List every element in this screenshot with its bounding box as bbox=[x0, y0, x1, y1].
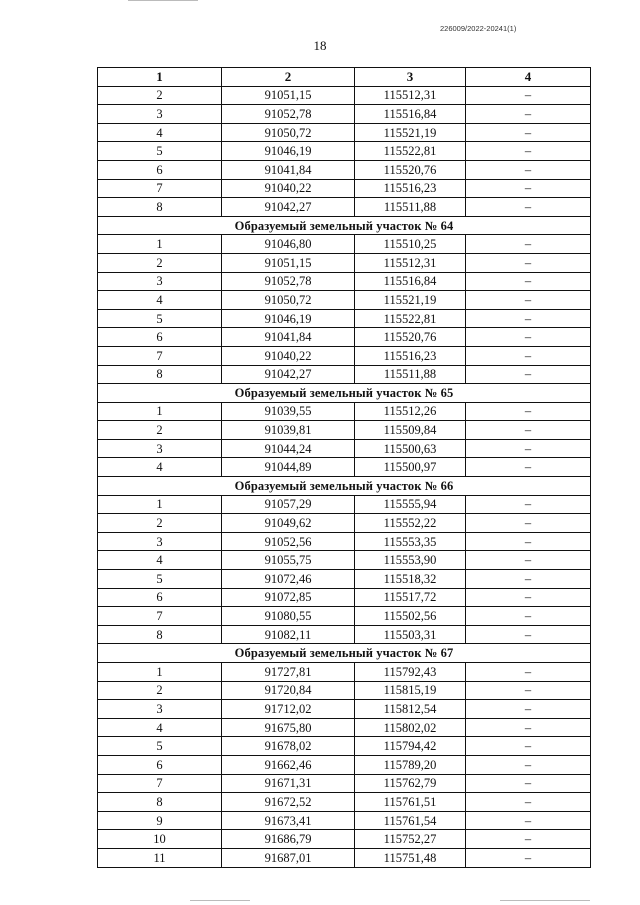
x-coordinate: 91052,78 bbox=[222, 105, 355, 124]
point-number: 2 bbox=[98, 253, 222, 272]
point-number: 7 bbox=[98, 607, 222, 626]
table-row bbox=[98, 346, 591, 365]
table-row bbox=[98, 793, 591, 812]
column-header: 4 bbox=[466, 68, 591, 87]
y-coordinate: 115511,88 bbox=[355, 365, 466, 384]
point-number: 7 bbox=[98, 774, 222, 793]
table-row bbox=[98, 588, 591, 607]
point-number: 7 bbox=[98, 346, 222, 365]
value-cell: – bbox=[466, 365, 591, 384]
table-body bbox=[98, 86, 591, 867]
y-coordinate: 115522,81 bbox=[355, 309, 466, 328]
x-coordinate: 91052,78 bbox=[222, 272, 355, 291]
x-coordinate: 91662,46 bbox=[222, 755, 355, 774]
section-header-row bbox=[98, 216, 591, 235]
table-row bbox=[98, 495, 591, 514]
y-coordinate: 115520,76 bbox=[355, 328, 466, 347]
section-header-row bbox=[98, 384, 591, 403]
y-coordinate: 115502,56 bbox=[355, 607, 466, 626]
value-cell: – bbox=[466, 272, 591, 291]
point-number: 1 bbox=[98, 402, 222, 421]
document-id: 226009/2022-20241(1) bbox=[440, 24, 517, 33]
table-row bbox=[98, 198, 591, 217]
value-cell: – bbox=[466, 495, 591, 514]
section-title: Образуемый земельный участок № 67 bbox=[98, 644, 591, 663]
value-cell: – bbox=[466, 105, 591, 124]
scan-edge-mark bbox=[128, 0, 198, 1]
table-row bbox=[98, 755, 591, 774]
point-number: 10 bbox=[98, 830, 222, 849]
x-coordinate: 91057,29 bbox=[222, 495, 355, 514]
point-number: 8 bbox=[98, 793, 222, 812]
y-coordinate: 115500,97 bbox=[355, 458, 466, 477]
y-coordinate: 115518,32 bbox=[355, 570, 466, 589]
table-row bbox=[98, 811, 591, 830]
value-cell: – bbox=[466, 570, 591, 589]
x-coordinate: 91046,19 bbox=[222, 142, 355, 161]
point-number: 1 bbox=[98, 495, 222, 514]
point-number: 1 bbox=[98, 663, 222, 682]
y-coordinate: 115761,54 bbox=[355, 811, 466, 830]
x-coordinate: 91051,15 bbox=[222, 86, 355, 105]
table-row bbox=[98, 607, 591, 626]
y-coordinate: 115510,25 bbox=[355, 235, 466, 254]
y-coordinate: 115555,94 bbox=[355, 495, 466, 514]
point-number: 3 bbox=[98, 439, 222, 458]
point-number: 2 bbox=[98, 421, 222, 440]
point-number: 4 bbox=[98, 458, 222, 477]
point-number: 3 bbox=[98, 700, 222, 719]
value-cell: – bbox=[466, 198, 591, 217]
table-row bbox=[98, 663, 591, 682]
value-cell: – bbox=[466, 402, 591, 421]
table-row bbox=[98, 309, 591, 328]
point-number: 6 bbox=[98, 160, 222, 179]
table-row bbox=[98, 830, 591, 849]
table-row bbox=[98, 253, 591, 272]
point-number: 3 bbox=[98, 272, 222, 291]
point-number: 2 bbox=[98, 681, 222, 700]
point-number: 8 bbox=[98, 198, 222, 217]
value-cell: – bbox=[466, 607, 591, 626]
point-number: 4 bbox=[98, 551, 222, 570]
value-cell: – bbox=[466, 663, 591, 682]
y-coordinate: 115794,42 bbox=[355, 737, 466, 756]
value-cell: – bbox=[466, 718, 591, 737]
x-coordinate: 91044,89 bbox=[222, 458, 355, 477]
value-cell: – bbox=[466, 681, 591, 700]
x-coordinate: 91072,46 bbox=[222, 570, 355, 589]
x-coordinate: 91046,80 bbox=[222, 235, 355, 254]
y-coordinate: 115789,20 bbox=[355, 755, 466, 774]
y-coordinate: 115521,19 bbox=[355, 123, 466, 142]
table-row bbox=[98, 551, 591, 570]
x-coordinate: 91712,02 bbox=[222, 700, 355, 719]
y-coordinate: 115516,84 bbox=[355, 272, 466, 291]
column-header: 1 bbox=[98, 68, 222, 87]
y-coordinate: 115752,27 bbox=[355, 830, 466, 849]
x-coordinate: 91686,79 bbox=[222, 830, 355, 849]
y-coordinate: 115511,88 bbox=[355, 198, 466, 217]
table-row bbox=[98, 105, 591, 124]
table-row bbox=[98, 160, 591, 179]
y-coordinate: 115520,76 bbox=[355, 160, 466, 179]
value-cell: – bbox=[466, 458, 591, 477]
y-coordinate: 115553,90 bbox=[355, 551, 466, 570]
x-coordinate: 91044,24 bbox=[222, 439, 355, 458]
x-coordinate: 91046,19 bbox=[222, 309, 355, 328]
y-coordinate: 115516,84 bbox=[355, 105, 466, 124]
value-cell: – bbox=[466, 346, 591, 365]
table-row bbox=[98, 774, 591, 793]
value-cell: – bbox=[466, 160, 591, 179]
point-number: 8 bbox=[98, 365, 222, 384]
value-cell: – bbox=[466, 830, 591, 849]
point-number: 2 bbox=[98, 86, 222, 105]
y-coordinate: 115751,48 bbox=[355, 848, 466, 867]
point-number: 6 bbox=[98, 328, 222, 347]
y-coordinate: 115762,79 bbox=[355, 774, 466, 793]
table-row bbox=[98, 532, 591, 551]
y-coordinate: 115521,19 bbox=[355, 291, 466, 310]
x-coordinate: 91040,22 bbox=[222, 179, 355, 198]
scan-edge-mark bbox=[500, 900, 590, 901]
point-number: 4 bbox=[98, 123, 222, 142]
point-number: 5 bbox=[98, 570, 222, 589]
value-cell: – bbox=[466, 253, 591, 272]
x-coordinate: 91672,52 bbox=[222, 793, 355, 812]
x-coordinate: 91051,15 bbox=[222, 253, 355, 272]
value-cell: – bbox=[466, 328, 591, 347]
table-row bbox=[98, 421, 591, 440]
table-row bbox=[98, 179, 591, 198]
table-row bbox=[98, 718, 591, 737]
table-row bbox=[98, 570, 591, 589]
x-coordinate: 91041,84 bbox=[222, 328, 355, 347]
table-row bbox=[98, 848, 591, 867]
table-row bbox=[98, 291, 591, 310]
column-header: 3 bbox=[355, 68, 466, 87]
value-cell: – bbox=[466, 811, 591, 830]
point-number: 5 bbox=[98, 737, 222, 756]
x-coordinate: 91727,81 bbox=[222, 663, 355, 682]
value-cell: – bbox=[466, 700, 591, 719]
section-title: Образуемый земельный участок № 65 bbox=[98, 384, 591, 403]
y-coordinate: 115500,63 bbox=[355, 439, 466, 458]
x-coordinate: 91050,72 bbox=[222, 291, 355, 310]
x-coordinate: 91720,84 bbox=[222, 681, 355, 700]
value-cell: – bbox=[466, 86, 591, 105]
column-header: 2 bbox=[222, 68, 355, 87]
x-coordinate: 91675,80 bbox=[222, 718, 355, 737]
value-cell: – bbox=[466, 532, 591, 551]
value-cell: – bbox=[466, 625, 591, 644]
y-coordinate: 115553,35 bbox=[355, 532, 466, 551]
table-row bbox=[98, 235, 591, 254]
value-cell: – bbox=[466, 235, 591, 254]
x-coordinate: 91041,84 bbox=[222, 160, 355, 179]
y-coordinate: 115815,19 bbox=[355, 681, 466, 700]
table-row bbox=[98, 123, 591, 142]
coordinates-table bbox=[97, 67, 591, 868]
section-header-row bbox=[98, 644, 591, 663]
value-cell: – bbox=[466, 421, 591, 440]
x-coordinate: 91687,01 bbox=[222, 848, 355, 867]
section-title: Образуемый земельный участок № 66 bbox=[98, 477, 591, 496]
point-number: 7 bbox=[98, 179, 222, 198]
value-cell: – bbox=[466, 793, 591, 812]
value-cell: – bbox=[466, 588, 591, 607]
value-cell: – bbox=[466, 737, 591, 756]
y-coordinate: 115512,26 bbox=[355, 402, 466, 421]
table-row bbox=[98, 142, 591, 161]
x-coordinate: 91049,62 bbox=[222, 514, 355, 533]
point-number: 3 bbox=[98, 105, 222, 124]
y-coordinate: 115512,31 bbox=[355, 253, 466, 272]
value-cell: – bbox=[466, 291, 591, 310]
x-coordinate: 91042,27 bbox=[222, 198, 355, 217]
point-number: 2 bbox=[98, 514, 222, 533]
y-coordinate: 115552,22 bbox=[355, 514, 466, 533]
y-coordinate: 115802,02 bbox=[355, 718, 466, 737]
page-number: 18 bbox=[313, 38, 327, 53]
value-cell: – bbox=[466, 309, 591, 328]
y-coordinate: 115516,23 bbox=[355, 346, 466, 365]
x-coordinate: 91039,81 bbox=[222, 421, 355, 440]
table-row bbox=[98, 737, 591, 756]
table-row bbox=[98, 328, 591, 347]
table-row bbox=[98, 86, 591, 105]
x-coordinate: 91040,22 bbox=[222, 346, 355, 365]
y-coordinate: 115517,72 bbox=[355, 588, 466, 607]
point-number: 4 bbox=[98, 718, 222, 737]
x-coordinate: 91673,41 bbox=[222, 811, 355, 830]
y-coordinate: 115522,81 bbox=[355, 142, 466, 161]
table-row bbox=[98, 272, 591, 291]
table-row bbox=[98, 700, 591, 719]
y-coordinate: 115516,23 bbox=[355, 179, 466, 198]
x-coordinate: 91072,85 bbox=[222, 588, 355, 607]
value-cell: – bbox=[466, 551, 591, 570]
table-row bbox=[98, 439, 591, 458]
point-number: 3 bbox=[98, 532, 222, 551]
table-row bbox=[98, 365, 591, 384]
x-coordinate: 91052,56 bbox=[222, 532, 355, 551]
y-coordinate: 115503,31 bbox=[355, 625, 466, 644]
value-cell: – bbox=[466, 142, 591, 161]
section-title: Образуемый земельный участок № 64 bbox=[98, 216, 591, 235]
value-cell: – bbox=[466, 439, 591, 458]
point-number: 4 bbox=[98, 291, 222, 310]
scan-edge-mark bbox=[190, 900, 250, 901]
y-coordinate: 115812,54 bbox=[355, 700, 466, 719]
point-number: 6 bbox=[98, 588, 222, 607]
y-coordinate: 115792,43 bbox=[355, 663, 466, 682]
table-row bbox=[98, 402, 591, 421]
x-coordinate: 91055,75 bbox=[222, 551, 355, 570]
point-number: 6 bbox=[98, 755, 222, 774]
value-cell: – bbox=[466, 123, 591, 142]
y-coordinate: 115509,84 bbox=[355, 421, 466, 440]
point-number: 9 bbox=[98, 811, 222, 830]
point-number: 1 bbox=[98, 235, 222, 254]
x-coordinate: 91050,72 bbox=[222, 123, 355, 142]
value-cell: – bbox=[466, 774, 591, 793]
value-cell: – bbox=[466, 179, 591, 198]
x-coordinate: 91671,31 bbox=[222, 774, 355, 793]
x-coordinate: 91039,55 bbox=[222, 402, 355, 421]
value-cell: – bbox=[466, 755, 591, 774]
table-row bbox=[98, 514, 591, 533]
section-header-row bbox=[98, 477, 591, 496]
table-row bbox=[98, 625, 591, 644]
point-number: 5 bbox=[98, 142, 222, 161]
point-number: 5 bbox=[98, 309, 222, 328]
x-coordinate: 91080,55 bbox=[222, 607, 355, 626]
value-cell: – bbox=[466, 514, 591, 533]
x-coordinate: 91678,02 bbox=[222, 737, 355, 756]
table-row bbox=[98, 681, 591, 700]
table-header-row bbox=[98, 68, 591, 87]
point-number: 8 bbox=[98, 625, 222, 644]
table-row bbox=[98, 458, 591, 477]
value-cell: – bbox=[466, 848, 591, 867]
y-coordinate: 115761,51 bbox=[355, 793, 466, 812]
y-coordinate: 115512,31 bbox=[355, 86, 466, 105]
point-number: 11 bbox=[98, 848, 222, 867]
x-coordinate: 91082,11 bbox=[222, 625, 355, 644]
x-coordinate: 91042,27 bbox=[222, 365, 355, 384]
